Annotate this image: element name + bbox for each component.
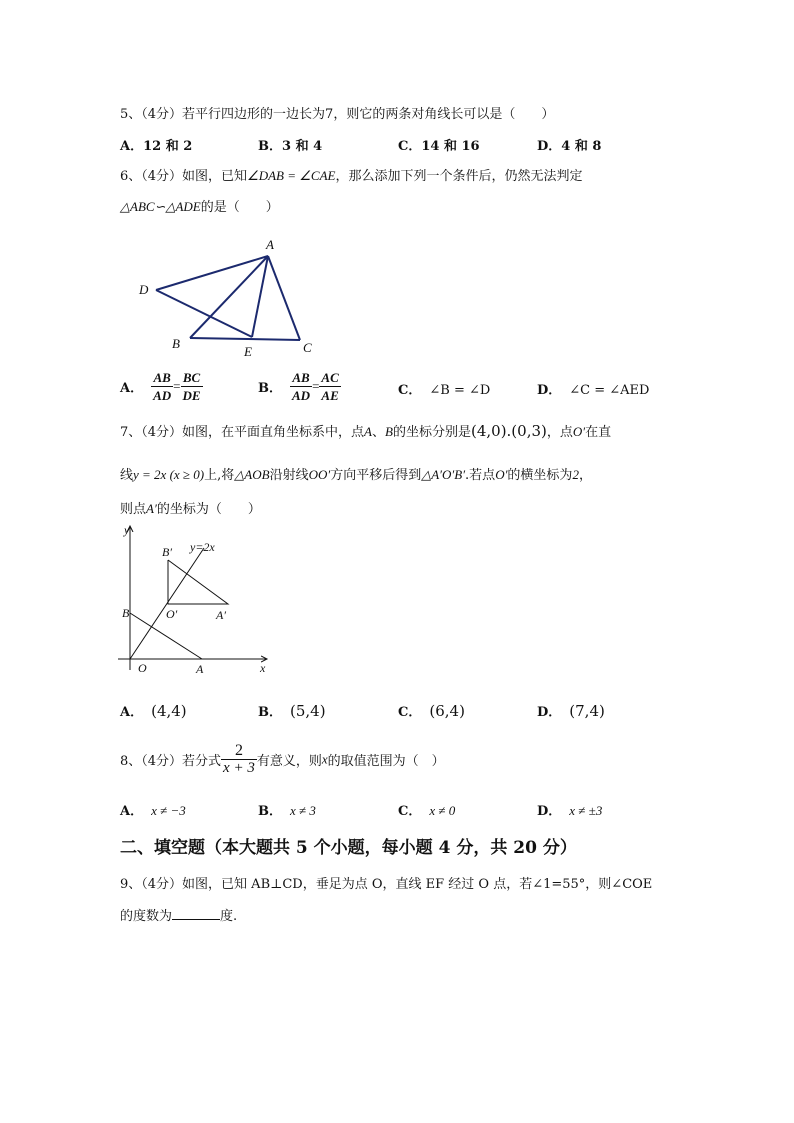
q6-label-e: E bbox=[244, 344, 252, 359]
q6-segment-de bbox=[156, 290, 252, 337]
q7-label-a-prime: A′ bbox=[216, 608, 226, 622]
q8-option-b: B． x ≠ 3 bbox=[258, 803, 316, 819]
q8-option-c: C． x ≠ 0 bbox=[398, 803, 456, 819]
q7-label-b: B bbox=[122, 606, 130, 620]
q9-stem-line2: 的度数为 度. bbox=[120, 909, 238, 924]
q5-stem: 5、（4分）若平行四边形的一边长为7，则它的两条对角线长可以是（ ） bbox=[120, 107, 555, 122]
q6-option-b: B． $\frac{AB}{AD}$ = $\frac{AC}{AE}$ bbox=[258, 370, 339, 403]
q9-answer-blank[interactable] bbox=[172, 907, 220, 920]
q5-option-b: B．3 和 4 bbox=[258, 139, 323, 154]
q5-option-c: C．14 和 16 bbox=[398, 139, 480, 154]
q7-translated-triangle bbox=[168, 560, 228, 604]
q7-option-c: C． (6,4) bbox=[398, 702, 465, 720]
q7-option-b: B． (5,4) bbox=[258, 702, 326, 720]
q8-stem: 8、（4分）若分式 $\frac{2}{x + 3}$ 有意义，则x的取值范围为（ ） bbox=[120, 742, 445, 776]
q7-coordinate-figure bbox=[112, 520, 277, 678]
q5-option-a: A．12 和 2 bbox=[120, 139, 193, 154]
q7-stem-line3: 则点A′的坐标为（ ） bbox=[120, 501, 261, 517]
q7-label-a: A bbox=[196, 662, 204, 676]
q6-triangle-figure bbox=[130, 232, 330, 362]
q7-label-y: y bbox=[124, 523, 130, 537]
q8-option-d: D． x ≠ ±3 bbox=[537, 803, 603, 819]
q9-stem-line1: 9、（4分）如图，已知 AB⊥CD，垂足为点 O，直线 EF 经过 O 点，若∠1=55°，则∠COE bbox=[120, 877, 653, 892]
q6-label-c: C bbox=[303, 340, 312, 355]
q7-stem-line2: 线y = 2x (x ≥ 0)上,将△AOB沿射线OO′方向平移后得到△A′O′B′.若点O′的横坐标为2， bbox=[120, 467, 592, 483]
q7-label-o-prime: O′ bbox=[166, 607, 178, 621]
q6-stem-line1: 6、（4分）如图，已知∠DAB = ∠CAE，那么添加下列一个条件后，仍然无法判定 bbox=[120, 168, 583, 184]
q7-label-line: y=2x bbox=[190, 540, 215, 554]
q7-stem-line1: 7、（4分）如图，在平面直角坐标系中，点A、B的坐标分别是(4,0).(0,3)，点O′在直 bbox=[120, 422, 612, 440]
q8-option-a: A． x ≠ −3 bbox=[120, 803, 186, 819]
q6-segment-bc bbox=[190, 338, 300, 340]
q6-label-b: B bbox=[172, 336, 180, 351]
q5-option-d: D．4 和 8 bbox=[537, 139, 602, 154]
q6-option-c: C． ∠B = ∠D bbox=[398, 383, 491, 398]
q6-option-a: A． $\frac{AB}{AD}$ = $\frac{BC}{DE}$ bbox=[120, 370, 201, 403]
q6-label-d: D bbox=[139, 282, 149, 297]
q7-label-b-prime: B′ bbox=[162, 545, 172, 559]
q6-segment-ac bbox=[268, 256, 300, 340]
q7-option-a: A． (4,4) bbox=[120, 702, 187, 720]
q6-option-d: D． ∠C = ∠AED bbox=[537, 383, 650, 398]
q7-label-x: x bbox=[260, 661, 266, 675]
q6-segment-ae bbox=[252, 256, 268, 337]
q7-option-d: D． (7,4) bbox=[537, 702, 605, 720]
q6-label-a: A bbox=[266, 237, 274, 252]
q6-stem-line2: △ABC∽△ADE的是（ ） bbox=[120, 199, 279, 215]
q7-label-o: O bbox=[138, 661, 147, 675]
section-heading-fill-in: 二、填空题（本大题共 5 个小题，每小题 4 分，共 20 分） bbox=[120, 838, 577, 858]
